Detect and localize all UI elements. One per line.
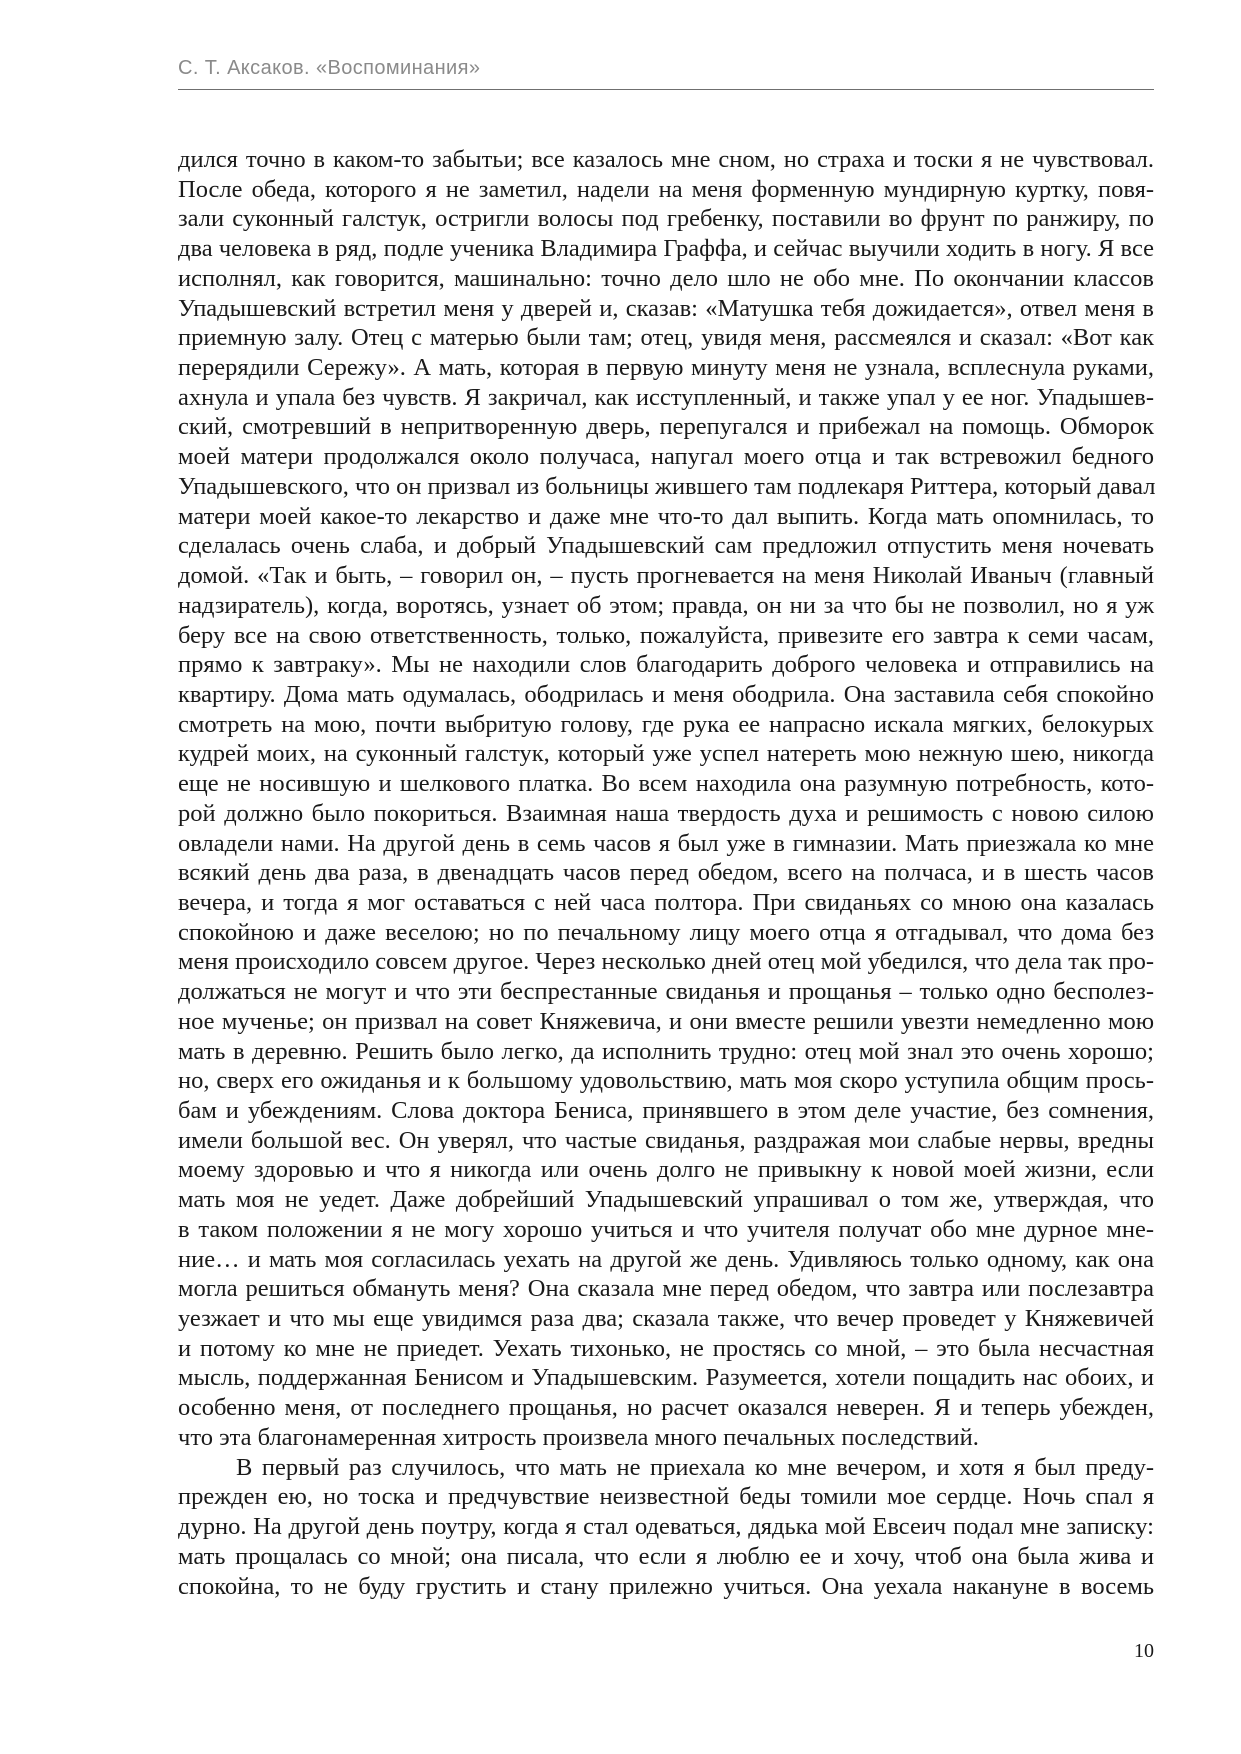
text-line: рой должно было покориться. Взаимная наша твердость духа и решимость с новою силою	[178, 799, 1154, 827]
text-line: овладели нами. На другой день в семь часов я был уже в гимназии. Мать приезжала ко мне	[178, 829, 1154, 857]
body-text	[178, 145, 1154, 1601]
text-line: меня происходило совсем другое. Через несколько дней отец мой убедился, что дела так про-	[178, 948, 1154, 976]
text-line: спокойна, то не буду грустить и стану прилежно учиться. Она уехала накануне в восемь	[178, 1572, 1154, 1600]
text-line: еще не носившую и шелкового платка. Во всем находила она разумную потребность, кото-	[178, 770, 1154, 798]
text-line: бам и убеждениям. Слова доктора Бениса, принявшего в этом деле участие, без сомнения,	[178, 1097, 1154, 1124]
text-line: домой. «Так и быть, – говорил он, – пусть прогневается на меня Николай Иваныч (главный	[178, 562, 1154, 590]
text-line: что эта благонамеренная хитрость произвела много печальных последствий.	[178, 1423, 979, 1451]
text-line: мать моя не уедет. Даже добрейший Упадышевский упрашивал о том же, утверждая, что	[178, 1186, 1154, 1214]
text-line: всякий день два раза, в двенадцать часов перед обедом, всего на полчаса, и в шесть часов	[178, 859, 1154, 887]
text-line: два человека в ряд, подле ученика Владимира Граффа, и сейчас выучили ходить в ногу. Я все	[178, 235, 1154, 263]
text-line: матери моей какое-то лекарство и даже мне что-то дал выпить. Когда мать опомнилась, то	[178, 502, 1154, 530]
text-line: особенно меня, от последнего прощанья, но расчет оказался неверен. Я и теперь убежден,	[178, 1394, 1154, 1422]
text-line: смотреть на мою, почти выбритую голову, где рука ее напрасно искала мягких, белокурых	[178, 710, 1154, 738]
page-number: 10	[1134, 1640, 1154, 1662]
text-line: вечера, и тогда я мог оставаться с ней часа полтора. При свиданьях со мною она казалась	[178, 888, 1154, 916]
text-line: уезжает и что мы еще увидимся раза два; сказала также, что вечер проведет у Княжевичей	[178, 1305, 1154, 1333]
text-line: дурно. На другой день поутру, когда я стал одеваться, дядька мой Евсеич подал мне записку:	[178, 1513, 1154, 1541]
text-line: прямо к завтраку». Мы не находили слов благодарить доброго человека и отправились на	[178, 651, 1154, 679]
text-line: моей матери продолжался около получаса, напугал моего отца и так встревожил бедного	[178, 443, 1154, 471]
body-paragraph	[178, 145, 1154, 1453]
text-line: в таком положении я не могу хорошо учиться и что учителя получат обо мне дурное мне-	[178, 1215, 1154, 1243]
text-line: должаться не могут и что эти беспрестанные свиданья и прощанья – только одно бесполез-	[178, 978, 1154, 1006]
text-line: исполнял, как говорится, машинально: точно дело шло не обо мне. По окончании классов	[178, 264, 1154, 292]
text-line: В первый раз случилось, что мать не приехала ко мне вечером, и хотя я был преду-	[236, 1453, 1154, 1481]
text-line: приемную залу. Отец с матерью были там; отец, увидя меня, рассмеялся и сказал: «Вот как	[178, 324, 1154, 352]
text-line: и потому ко мне не приедет. Уехать тихонько, не простясь со мной, – это была несчастная	[178, 1334, 1154, 1362]
text-line: прежден ею, но тоска и предчувствие неизвестной беды томили мое сердце. Ночь спал я	[178, 1483, 1154, 1511]
text-line: После обеда, которого я не заметил, надели на меня форменную мундирную куртку, повя-	[178, 175, 1154, 203]
text-line: мать в деревню. Решить было легко, да исполнить трудно: отец мой знал это очень хорошо;	[178, 1037, 1154, 1065]
text-line: могла решиться обмануть меня? Она сказала мне перед обедом, что завтра или послезавтра	[178, 1275, 1154, 1303]
text-line: мать прощалась со мной; она писала, что если я люблю ее и хочу, чтоб она была жива и	[178, 1542, 1154, 1570]
text-line: перерядили Сережу». А мать, которая в первую минуту меня не узнала, всплеснула руками,	[178, 354, 1154, 382]
body-paragraph	[178, 1453, 1154, 1602]
text-line: надзиратель), когда, воротясь, узнает об этом; правда, он ни за что бы не позволил, но я уж	[178, 591, 1154, 619]
text-line: ние… и мать моя согласилась уехать на другой же день. Удивляюсь только одному, как она	[178, 1245, 1154, 1273]
text-line: ахнула и упала без чувств. Я закричал, как исступленный, и также упал у ее ног. Упадышев-	[178, 383, 1154, 411]
text-line: но, сверх его ожиданья и к большому удовольствию, мать моя скоро уступила общим прось-	[178, 1067, 1154, 1095]
text-line: квартиру. Дома мать одумалась, ободрилась и меня ободрила. Она заставила себя спокойно	[178, 680, 1154, 708]
text-line: ский, смотревший в непритворенную дверь, перепугался и прибежал на помощь. Обморок	[178, 413, 1154, 441]
text-line: зали суконный галстук, остригли волосы под гребенку, поставили во фрунт по ранжиру, по	[178, 205, 1154, 233]
text-line: Упадышевского, что он призвал из больницы жившего там подлекаря Риттера, который давал	[178, 472, 1156, 500]
text-line: ное мученье; он призвал на совет Княжевича, и они вместе решили увезти немедленно мою	[178, 1007, 1154, 1035]
running-header: С. Т. Аксаков. «Воспоминания»	[178, 57, 481, 79]
text-line: спокойною и даже веселою; но по печальному лицу моего отца я отгадывал, что дома без	[178, 918, 1154, 946]
text-line: сделалась очень слаба, и добрый Упадышевский сам предложил отпустить меня ночевать	[178, 532, 1154, 560]
text-line: беру все на свою ответственность, только, пожалуйста, привезите его завтра к семи часам,	[178, 621, 1154, 649]
text-line: кудрей моих, на суконный галстук, который уже успел натереть мою нежную шею, никогда	[178, 740, 1154, 768]
text-line: дился точно в каком-то забытьи; все казалось мне сном, но страха и тоски я не чувствовал.	[178, 146, 1154, 173]
text-line: имели большой вес. Он уверял, что частые свиданья, раздражая мои слабые нервы, вредны	[178, 1126, 1154, 1154]
text-line: моему здоровью и что я никогда или очень долго не привыкну к новой моей жизни, если	[178, 1156, 1154, 1184]
text-line: Упадышевский встретил меня у дверей и, сказав: «Матушка тебя дожидается», отвел меня в	[178, 294, 1154, 322]
text-line: мысль, поддержанная Бенисом и Упадышевским. Разумеется, хотели пощадить нас обоих, и	[178, 1364, 1154, 1392]
header-divider	[178, 89, 1154, 90]
